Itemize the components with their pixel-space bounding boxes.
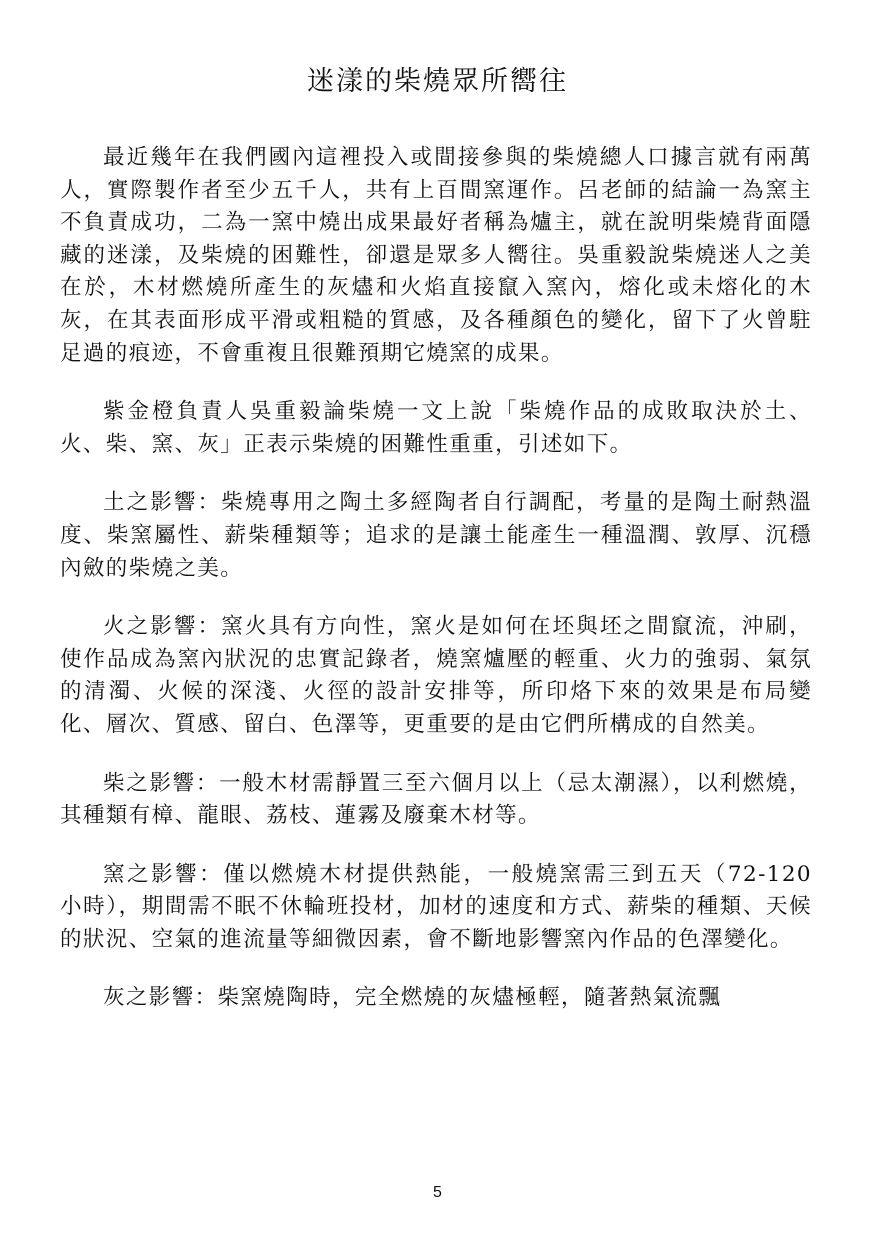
- paragraph-fire: 火之影響：窯火具有方向性，窯火是如何在坯與坯之間竄流，沖刷，使作品成為窯內狀況的忠實記錄者，燒窯爐壓的輕重、火力的強弱、氣氛的清濁、火候的深淺、火徑的設計安排等，所印烙下來的效果是布局變化、層次、質感、留白、色澤等，更重要的是由它們所構成的自然美。: [60, 614, 812, 737]
- paragraph-five-factors: 紫金橙負責人吳重毅論柴燒一文上說「柴燒作品的成敗取決於土、火、柴、窯、灰」正表示柴燒的困難性重重，引述如下。: [60, 399, 812, 457]
- paragraph-intro: 最近幾年在我們國內這裡投入或間接參與的柴燒總人口據言就有兩萬人，實際製作者至少五千人，共有上百間窯運作。呂老師的結論一為窯主不負責成功，二為一窯中燒出成果最好者稱為爐主，就在說明柴燒背面隱藏的迷漾，及柴燒的困難性，卻還是眾多人嚮往。吳重毅說柴燒迷人之美在於，木材燃燒所產生的灰燼和火焰直接竄入窯內，熔化或未熔化的木灰，在其表面形成平滑或粗糙的質感，及各種顏色的變化，留下了火曾駐足過的痕迹，不會重複且很難預期它燒窯的成果。: [60, 145, 812, 366]
- paragraph-kiln: 窯之影響：僅以燃燒木材提供熱能，一般燒窯需三到五天（72-120 小時），期間需不眠不休輪班投材，加材的速度和方式、薪柴的種類、天候的狀況、空氣的進流量等細微因素，會不斷地影響窯內作品的色澤變化。: [60, 861, 812, 952]
- document-body: [60, 142, 812, 1041]
- page-title: 迷漾的柴燒眾所嚮往: [307, 66, 568, 97]
- paragraph-clay: 土之影響：柴燒專用之陶土多經陶者自行調配，考量的是陶土耐熱溫度、柴窯屬性、薪柴種類等；追求的是讓土能產生一種溫潤、敦厚、沉穩內斂的柴燒之美。: [60, 490, 812, 581]
- paragraph-wood: 柴之影響：一般木材需靜置三至六個月以上（忌太潮濕），以利燃燒，其種類有樟、龍眼、荔枝、蓮霧及廢棄木材等。: [60, 770, 812, 829]
- paragraph-ash: 灰之影響：柴窯燒陶時，完全燃燒的灰燼極輕，隨著熱氣流飄: [103, 985, 722, 1011]
- page-number: 5: [433, 1184, 442, 1201]
